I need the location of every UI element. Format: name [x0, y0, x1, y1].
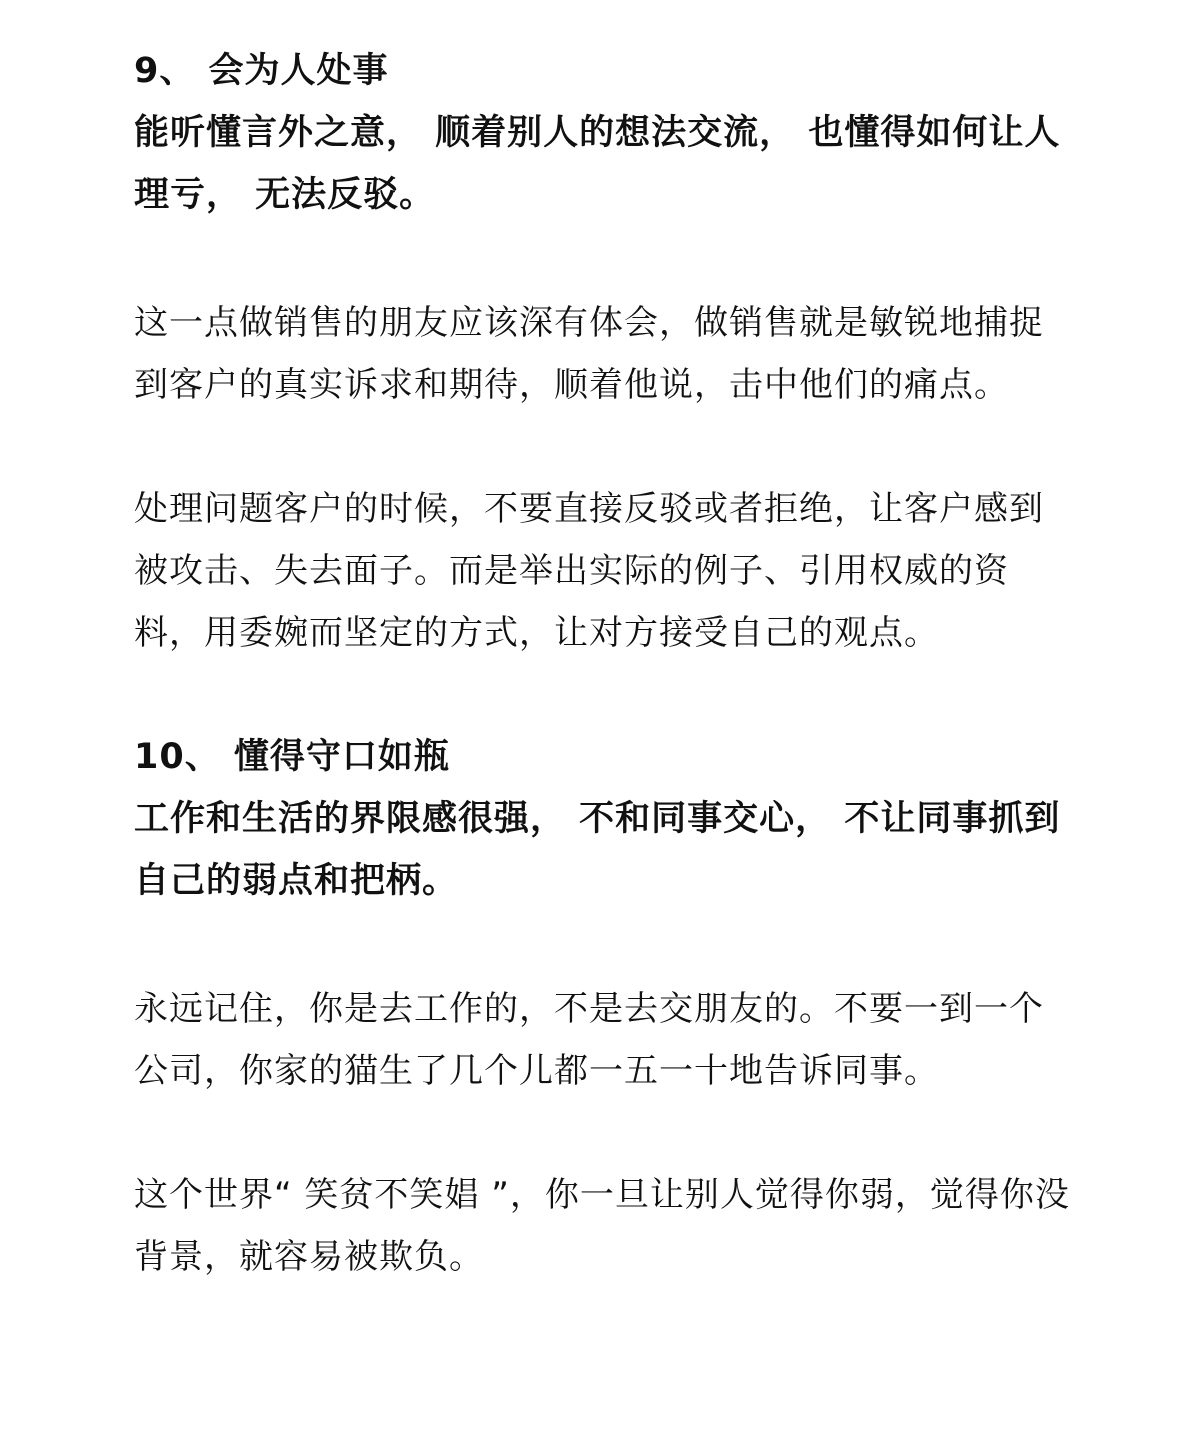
- section-heading: 9、 会为人处事: [134, 51, 389, 91]
- article-body: [134, 40, 1074, 1288]
- section-9: [134, 40, 1074, 664]
- body-paragraph: 处理问题客户的时候，不要直接反驳或者拒绝，让客户感到被攻击、失去面子。而是举出实际的例子、引用权威的资料，用委婉而坚定的方式，让对方接受自己的观点。: [134, 489, 1044, 653]
- body-paragraph: 这一点做销售的朋友应该深有体会，做销售就是敏锐地捕捉到客户的真实诉求和期待，顺着他说，击中他们的痛点。: [134, 303, 1044, 405]
- section-lead-text: 工作和生活的界限感很强， 不和同事交心， 不让同事抓到自己的弱点和把柄。: [134, 799, 1061, 901]
- body-paragraph: 这个世界“ 笑贫不笑娼 ”，你一旦让别人觉得你弱，觉得你没背景，就容易被欺负。: [134, 1175, 1070, 1277]
- section-heading: 10、 懂得守口如瓶: [134, 737, 450, 777]
- section-10: [134, 726, 1074, 1288]
- section-lead-text: 能听懂言外之意， 顺着别人的想法交流， 也懂得如何让人理亏， 无法反驳。: [134, 113, 1061, 215]
- body-paragraph: 永远记住，你是去工作的，不是去交朋友的。不要一到一个公司，你家的猫生了几个儿都一五一十地告诉同事。: [134, 989, 1044, 1091]
